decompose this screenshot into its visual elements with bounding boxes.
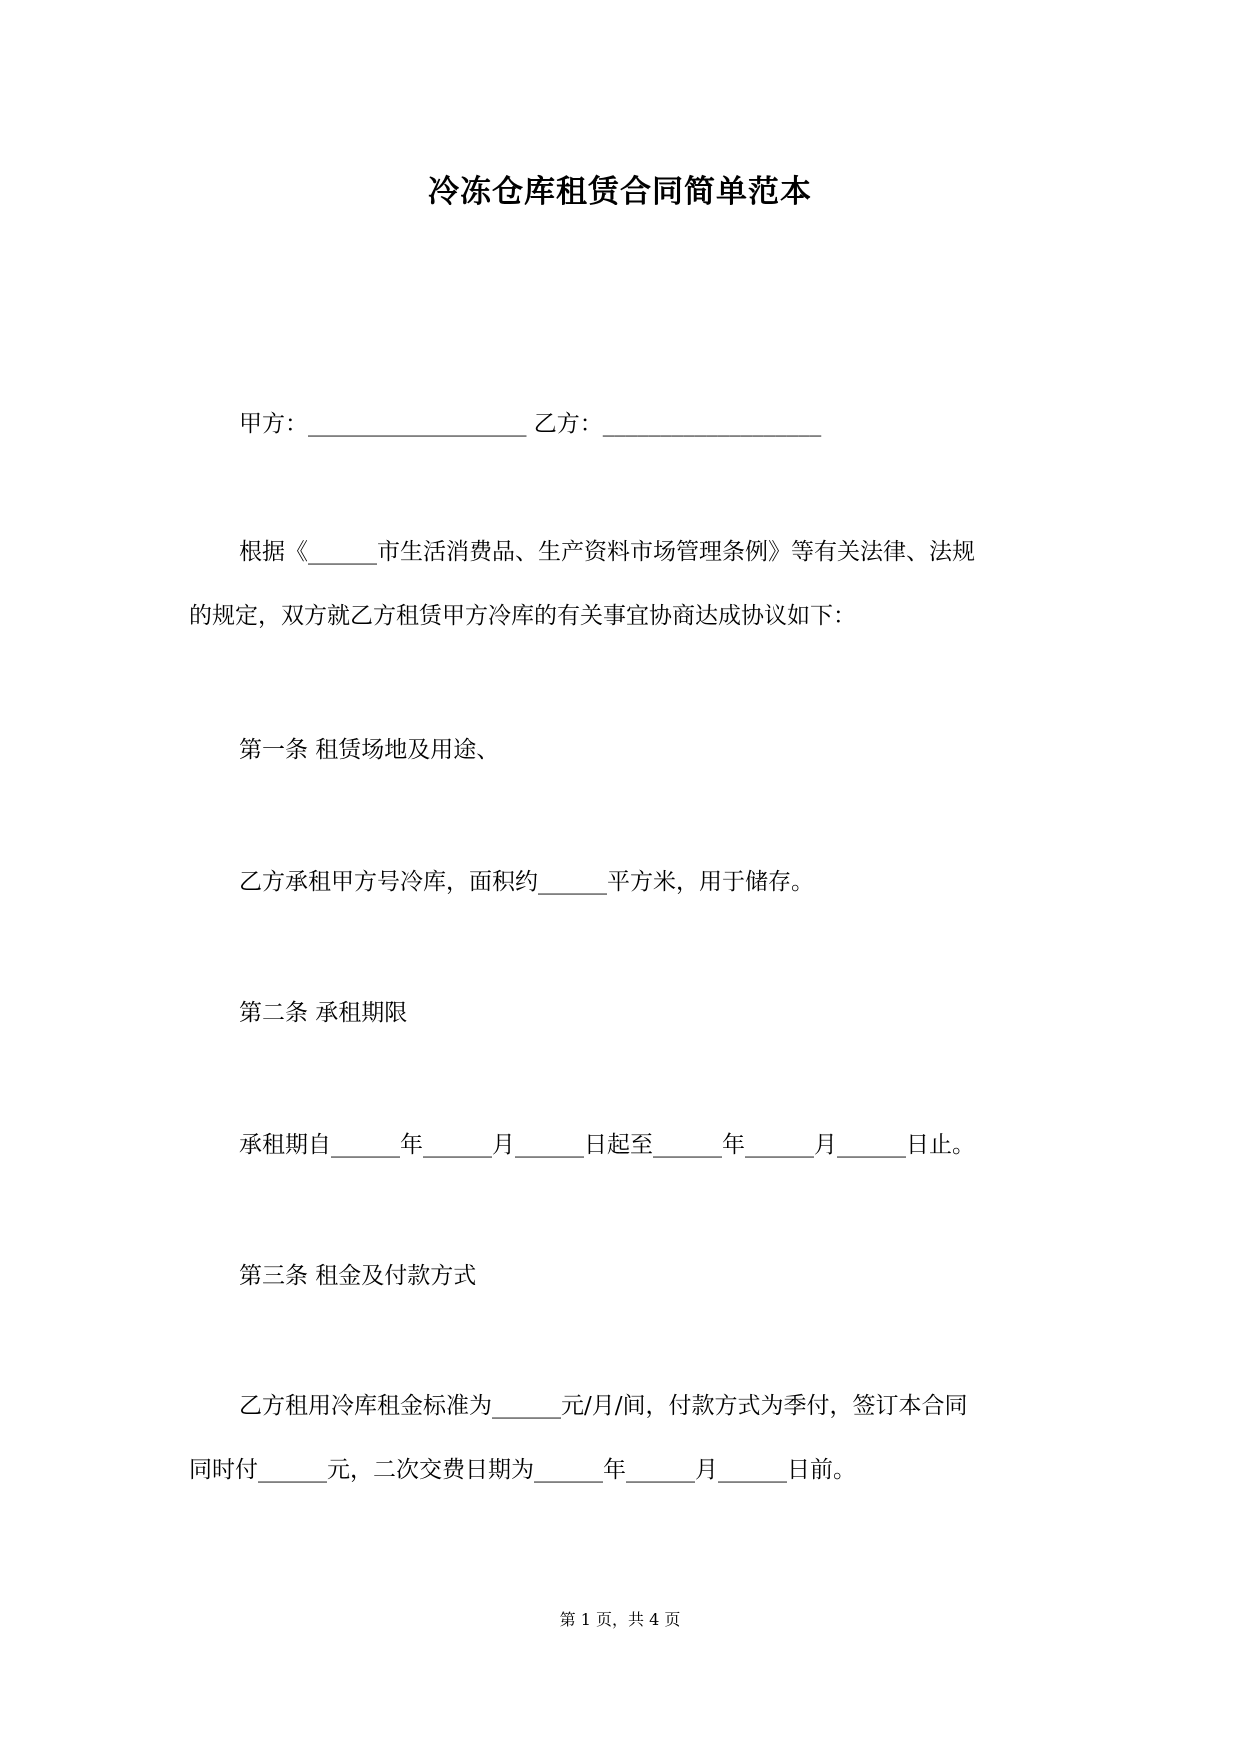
page-indicator: 第 1 页，共 4 页 <box>559 1610 681 1629</box>
article-1-heading: 第一条 租赁场地及用途、 <box>239 737 500 763</box>
document-title: 冷冻仓库租赁合同简单范本 <box>428 174 812 210</box>
article-2-heading: 第二条 承租期限 <box>239 1000 408 1026</box>
article-3-body-line-1: 乙方租用冷库租金标准为______元/月/间，付款方式为季付，签订本合同 <box>239 1393 968 1419</box>
article-1-body: 乙方承租甲方号冷库，面积约______平方米，用于储存。 <box>239 869 814 895</box>
article-3-body-line-2: 同时付______元，二次交费日期为______年______月______日前。 <box>189 1457 856 1483</box>
intro-paragraph-line-1: 根据《______市生活消费品、生产资料市场管理条例》等有关法律、法规 <box>239 539 975 565</box>
article-3-heading: 第三条 租金及付款方式 <box>239 1263 477 1289</box>
intro-paragraph-line-2: 的规定，双方就乙方租赁甲方冷库的有关事宜协商达成协议如下： <box>189 603 856 629</box>
parties-line: 甲方：___________________ 乙方：___________________ <box>239 411 822 437</box>
article-2-body: 承租期自______年______月______日起至______年______月______日止。 <box>239 1132 975 1158</box>
